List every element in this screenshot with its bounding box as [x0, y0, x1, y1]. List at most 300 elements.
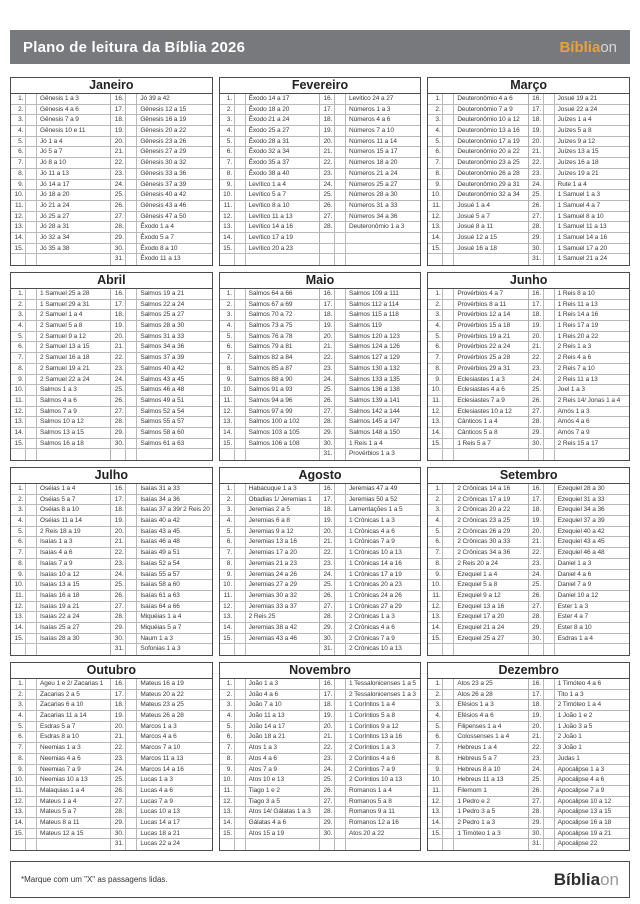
day-checkbox[interactable] — [26, 190, 37, 200]
day-checkbox[interactable] — [126, 428, 137, 438]
day-checkbox[interactable] — [126, 537, 137, 547]
day-checkbox[interactable] — [335, 169, 346, 179]
day-checkbox[interactable] — [544, 807, 555, 817]
day-checkbox[interactable] — [26, 147, 37, 157]
day-checkbox[interactable] — [335, 115, 346, 125]
day-checkbox[interactable] — [335, 527, 346, 537]
day-checkbox[interactable] — [443, 449, 454, 460]
day-checkbox[interactable] — [443, 797, 454, 807]
day-checkbox[interactable] — [544, 126, 555, 136]
day-checkbox[interactable] — [443, 722, 454, 732]
day-checkbox[interactable] — [443, 428, 454, 438]
day-checkbox[interactable] — [235, 180, 246, 190]
day-checkbox[interactable] — [235, 212, 246, 222]
day-checkbox[interactable] — [544, 484, 555, 494]
day-checkbox[interactable] — [544, 342, 555, 352]
day-checkbox[interactable] — [544, 644, 555, 655]
day-checkbox[interactable] — [335, 634, 346, 644]
day-checkbox[interactable] — [26, 105, 37, 115]
day-checkbox[interactable] — [335, 201, 346, 211]
day-checkbox[interactable] — [235, 818, 246, 828]
day-checkbox[interactable] — [235, 147, 246, 157]
day-checkbox[interactable] — [126, 690, 137, 700]
day-checkbox[interactable] — [235, 201, 246, 211]
day-checkbox[interactable] — [235, 602, 246, 612]
day-checkbox[interactable] — [443, 94, 454, 104]
day-checkbox[interactable] — [443, 126, 454, 136]
day-checkbox[interactable] — [26, 353, 37, 363]
day-checkbox[interactable] — [126, 775, 137, 785]
day-checkbox[interactable] — [235, 537, 246, 547]
day-checkbox[interactable] — [544, 591, 555, 601]
day-checkbox[interactable] — [443, 580, 454, 590]
day-checkbox[interactable] — [26, 700, 37, 710]
day-checkbox[interactable] — [126, 527, 137, 537]
day-checkbox[interactable] — [544, 537, 555, 547]
day-checkbox[interactable] — [235, 222, 246, 232]
day-checkbox[interactable] — [235, 679, 246, 689]
day-checkbox[interactable] — [26, 722, 37, 732]
day-checkbox[interactable] — [443, 190, 454, 200]
day-checkbox[interactable] — [235, 364, 246, 374]
day-checkbox[interactable] — [126, 126, 137, 136]
day-checkbox[interactable] — [26, 527, 37, 537]
day-checkbox[interactable] — [235, 428, 246, 438]
day-checkbox[interactable] — [335, 732, 346, 742]
day-checkbox[interactable] — [126, 495, 137, 505]
day-checkbox[interactable] — [126, 732, 137, 742]
day-checkbox[interactable] — [544, 332, 555, 342]
day-checkbox[interactable] — [235, 527, 246, 537]
day-checkbox[interactable] — [126, 439, 137, 449]
day-checkbox[interactable] — [126, 321, 137, 331]
day-checkbox[interactable] — [544, 679, 555, 689]
day-checkbox[interactable] — [544, 516, 555, 526]
day-checkbox[interactable] — [335, 754, 346, 764]
day-checkbox[interactable] — [443, 591, 454, 601]
day-checkbox[interactable] — [544, 754, 555, 764]
day-checkbox[interactable] — [335, 289, 346, 299]
day-checkbox[interactable] — [235, 289, 246, 299]
day-checkbox[interactable] — [126, 190, 137, 200]
day-checkbox[interactable] — [26, 449, 37, 460]
day-checkbox[interactable] — [544, 775, 555, 785]
day-checkbox[interactable] — [443, 634, 454, 644]
day-checkbox[interactable] — [335, 353, 346, 363]
day-checkbox[interactable] — [443, 233, 454, 243]
day-checkbox[interactable] — [544, 634, 555, 644]
day-checkbox[interactable] — [26, 180, 37, 190]
day-checkbox[interactable] — [26, 244, 37, 254]
day-checkbox[interactable] — [544, 222, 555, 232]
day-checkbox[interactable] — [335, 342, 346, 352]
day-checkbox[interactable] — [26, 591, 37, 601]
day-checkbox[interactable] — [235, 417, 246, 427]
day-checkbox[interactable] — [26, 115, 37, 125]
day-checkbox[interactable] — [335, 396, 346, 406]
day-checkbox[interactable] — [235, 516, 246, 526]
day-checkbox[interactable] — [544, 797, 555, 807]
day-checkbox[interactable] — [335, 495, 346, 505]
day-checkbox[interactable] — [544, 743, 555, 753]
day-checkbox[interactable] — [544, 115, 555, 125]
day-checkbox[interactable] — [126, 105, 137, 115]
day-checkbox[interactable] — [26, 711, 37, 721]
day-checkbox[interactable] — [335, 484, 346, 494]
day-checkbox[interactable] — [544, 711, 555, 721]
day-checkbox[interactable] — [126, 602, 137, 612]
day-checkbox[interactable] — [235, 115, 246, 125]
day-checkbox[interactable] — [335, 722, 346, 732]
day-checkbox[interactable] — [443, 527, 454, 537]
day-checkbox[interactable] — [26, 342, 37, 352]
day-checkbox[interactable] — [26, 158, 37, 168]
day-checkbox[interactable] — [235, 559, 246, 569]
day-checkbox[interactable] — [443, 169, 454, 179]
day-checkbox[interactable] — [126, 147, 137, 157]
day-checkbox[interactable] — [126, 743, 137, 753]
day-checkbox[interactable] — [335, 449, 346, 460]
day-checkbox[interactable] — [544, 722, 555, 732]
day-checkbox[interactable] — [26, 321, 37, 331]
day-checkbox[interactable] — [235, 342, 246, 352]
day-checkbox[interactable] — [335, 505, 346, 515]
day-checkbox[interactable] — [26, 516, 37, 526]
day-checkbox[interactable] — [26, 407, 37, 417]
day-checkbox[interactable] — [335, 765, 346, 775]
day-checkbox[interactable] — [26, 537, 37, 547]
day-checkbox[interactable] — [235, 623, 246, 633]
day-checkbox[interactable] — [126, 180, 137, 190]
day-checkbox[interactable] — [335, 679, 346, 689]
day-checkbox[interactable] — [544, 180, 555, 190]
day-checkbox[interactable] — [443, 829, 454, 839]
day-checkbox[interactable] — [126, 137, 137, 147]
day-checkbox[interactable] — [443, 244, 454, 254]
day-checkbox[interactable] — [335, 126, 346, 136]
day-checkbox[interactable] — [126, 839, 137, 850]
day-checkbox[interactable] — [544, 612, 555, 622]
day-checkbox[interactable] — [26, 634, 37, 644]
day-checkbox[interactable] — [26, 310, 37, 320]
day-checkbox[interactable] — [544, 94, 555, 104]
day-checkbox[interactable] — [235, 353, 246, 363]
day-checkbox[interactable] — [544, 201, 555, 211]
day-checkbox[interactable] — [443, 690, 454, 700]
day-checkbox[interactable] — [126, 169, 137, 179]
day-checkbox[interactable] — [26, 732, 37, 742]
day-checkbox[interactable] — [443, 137, 454, 147]
day-checkbox[interactable] — [235, 158, 246, 168]
day-checkbox[interactable] — [443, 332, 454, 342]
day-checkbox[interactable] — [335, 190, 346, 200]
day-checkbox[interactable] — [443, 679, 454, 689]
day-checkbox[interactable] — [235, 754, 246, 764]
day-checkbox[interactable] — [235, 732, 246, 742]
day-checkbox[interactable] — [26, 765, 37, 775]
day-checkbox[interactable] — [335, 570, 346, 580]
day-checkbox[interactable] — [443, 396, 454, 406]
day-checkbox[interactable] — [335, 537, 346, 547]
day-checkbox[interactable] — [335, 385, 346, 395]
day-checkbox[interactable] — [544, 428, 555, 438]
day-checkbox[interactable] — [126, 212, 137, 222]
day-checkbox[interactable] — [335, 690, 346, 700]
day-checkbox[interactable] — [126, 353, 137, 363]
day-checkbox[interactable] — [26, 679, 37, 689]
day-checkbox[interactable] — [126, 385, 137, 395]
day-checkbox[interactable] — [26, 289, 37, 299]
day-checkbox[interactable] — [126, 254, 137, 265]
day-checkbox[interactable] — [544, 495, 555, 505]
day-checkbox[interactable] — [235, 254, 246, 265]
day-checkbox[interactable] — [26, 137, 37, 147]
day-checkbox[interactable] — [26, 439, 37, 449]
day-checkbox[interactable] — [126, 818, 137, 828]
day-checkbox[interactable] — [126, 94, 137, 104]
day-checkbox[interactable] — [235, 829, 246, 839]
day-checkbox[interactable] — [443, 342, 454, 352]
day-checkbox[interactable] — [26, 222, 37, 232]
day-checkbox[interactable] — [26, 818, 37, 828]
day-checkbox[interactable] — [126, 375, 137, 385]
day-checkbox[interactable] — [235, 407, 246, 417]
day-checkbox[interactable] — [544, 289, 555, 299]
day-checkbox[interactable] — [335, 254, 346, 265]
day-checkbox[interactable] — [126, 829, 137, 839]
day-checkbox[interactable] — [335, 559, 346, 569]
day-checkbox[interactable] — [443, 289, 454, 299]
day-checkbox[interactable] — [26, 580, 37, 590]
day-checkbox[interactable] — [443, 516, 454, 526]
day-checkbox[interactable] — [443, 222, 454, 232]
day-checkbox[interactable] — [235, 711, 246, 721]
day-checkbox[interactable] — [26, 690, 37, 700]
day-checkbox[interactable] — [26, 559, 37, 569]
day-checkbox[interactable] — [126, 158, 137, 168]
day-checkbox[interactable] — [26, 364, 37, 374]
day-checkbox[interactable] — [26, 612, 37, 622]
day-checkbox[interactable] — [26, 829, 37, 839]
day-checkbox[interactable] — [26, 839, 37, 850]
day-checkbox[interactable] — [126, 310, 137, 320]
day-checkbox[interactable] — [26, 644, 37, 655]
day-checkbox[interactable] — [126, 797, 137, 807]
day-checkbox[interactable] — [26, 786, 37, 796]
day-checkbox[interactable] — [235, 644, 246, 655]
day-checkbox[interactable] — [126, 201, 137, 211]
day-checkbox[interactable] — [235, 722, 246, 732]
day-checkbox[interactable] — [443, 807, 454, 817]
day-checkbox[interactable] — [335, 417, 346, 427]
day-checkbox[interactable] — [443, 364, 454, 374]
day-checkbox[interactable] — [443, 385, 454, 395]
day-checkbox[interactable] — [235, 505, 246, 515]
day-checkbox[interactable] — [335, 158, 346, 168]
day-checkbox[interactable] — [235, 233, 246, 243]
day-checkbox[interactable] — [443, 439, 454, 449]
day-checkbox[interactable] — [544, 690, 555, 700]
day-checkbox[interactable] — [335, 591, 346, 601]
day-checkbox[interactable] — [544, 439, 555, 449]
day-checkbox[interactable] — [26, 623, 37, 633]
day-checkbox[interactable] — [235, 495, 246, 505]
day-checkbox[interactable] — [335, 300, 346, 310]
day-checkbox[interactable] — [235, 244, 246, 254]
day-checkbox[interactable] — [544, 137, 555, 147]
day-checkbox[interactable] — [26, 505, 37, 515]
day-checkbox[interactable] — [126, 765, 137, 775]
day-checkbox[interactable] — [126, 244, 137, 254]
day-checkbox[interactable] — [443, 786, 454, 796]
day-checkbox[interactable] — [443, 495, 454, 505]
day-checkbox[interactable] — [26, 484, 37, 494]
day-checkbox[interactable] — [443, 743, 454, 753]
day-checkbox[interactable] — [235, 105, 246, 115]
day-checkbox[interactable] — [443, 754, 454, 764]
day-checkbox[interactable] — [443, 321, 454, 331]
day-checkbox[interactable] — [335, 548, 346, 558]
day-checkbox[interactable] — [443, 407, 454, 417]
day-checkbox[interactable] — [443, 612, 454, 622]
day-checkbox[interactable] — [235, 765, 246, 775]
day-checkbox[interactable] — [126, 407, 137, 417]
day-checkbox[interactable] — [235, 807, 246, 817]
day-checkbox[interactable] — [335, 147, 346, 157]
day-checkbox[interactable] — [544, 321, 555, 331]
day-checkbox[interactable] — [335, 375, 346, 385]
day-checkbox[interactable] — [544, 364, 555, 374]
day-checkbox[interactable] — [235, 332, 246, 342]
day-checkbox[interactable] — [126, 559, 137, 569]
day-checkbox[interactable] — [235, 449, 246, 460]
day-checkbox[interactable] — [126, 623, 137, 633]
day-checkbox[interactable] — [335, 244, 346, 254]
day-checkbox[interactable] — [335, 233, 346, 243]
day-checkbox[interactable] — [335, 439, 346, 449]
day-checkbox[interactable] — [335, 829, 346, 839]
day-checkbox[interactable] — [126, 289, 137, 299]
day-checkbox[interactable] — [126, 722, 137, 732]
day-checkbox[interactable] — [335, 807, 346, 817]
day-checkbox[interactable] — [26, 602, 37, 612]
day-checkbox[interactable] — [443, 484, 454, 494]
day-checkbox[interactable] — [235, 126, 246, 136]
day-checkbox[interactable] — [544, 527, 555, 537]
day-checkbox[interactable] — [443, 505, 454, 515]
day-checkbox[interactable] — [443, 711, 454, 721]
day-checkbox[interactable] — [126, 807, 137, 817]
day-checkbox[interactable] — [544, 765, 555, 775]
day-checkbox[interactable] — [235, 375, 246, 385]
day-checkbox[interactable] — [126, 396, 137, 406]
day-checkbox[interactable] — [544, 449, 555, 460]
day-checkbox[interactable] — [126, 711, 137, 721]
day-checkbox[interactable] — [235, 775, 246, 785]
day-checkbox[interactable] — [26, 807, 37, 817]
day-checkbox[interactable] — [544, 147, 555, 157]
day-checkbox[interactable] — [235, 321, 246, 331]
day-checkbox[interactable] — [235, 786, 246, 796]
day-checkbox[interactable] — [544, 385, 555, 395]
day-checkbox[interactable] — [544, 190, 555, 200]
day-checkbox[interactable] — [235, 743, 246, 753]
day-checkbox[interactable] — [26, 300, 37, 310]
day-checkbox[interactable] — [544, 548, 555, 558]
day-checkbox[interactable] — [126, 516, 137, 526]
day-checkbox[interactable] — [235, 169, 246, 179]
day-checkbox[interactable] — [335, 180, 346, 190]
day-checkbox[interactable] — [335, 797, 346, 807]
day-checkbox[interactable] — [235, 797, 246, 807]
day-checkbox[interactable] — [335, 516, 346, 526]
day-checkbox[interactable] — [544, 353, 555, 363]
day-checkbox[interactable] — [335, 212, 346, 222]
day-checkbox[interactable] — [544, 700, 555, 710]
day-checkbox[interactable] — [126, 634, 137, 644]
day-checkbox[interactable] — [544, 417, 555, 427]
day-checkbox[interactable] — [443, 417, 454, 427]
day-checkbox[interactable] — [335, 222, 346, 232]
day-checkbox[interactable] — [26, 169, 37, 179]
day-checkbox[interactable] — [126, 505, 137, 515]
day-checkbox[interactable] — [235, 700, 246, 710]
day-checkbox[interactable] — [443, 212, 454, 222]
day-checkbox[interactable] — [443, 254, 454, 265]
day-checkbox[interactable] — [443, 310, 454, 320]
day-checkbox[interactable] — [335, 700, 346, 710]
day-checkbox[interactable] — [235, 839, 246, 850]
day-checkbox[interactable] — [544, 254, 555, 265]
day-checkbox[interactable] — [126, 417, 137, 427]
day-checkbox[interactable] — [26, 495, 37, 505]
day-checkbox[interactable] — [26, 396, 37, 406]
day-checkbox[interactable] — [544, 233, 555, 243]
day-checkbox[interactable] — [443, 623, 454, 633]
day-checkbox[interactable] — [443, 570, 454, 580]
day-checkbox[interactable] — [335, 818, 346, 828]
day-checkbox[interactable] — [544, 786, 555, 796]
day-checkbox[interactable] — [335, 644, 346, 655]
day-checkbox[interactable] — [544, 839, 555, 850]
day-checkbox[interactable] — [126, 700, 137, 710]
day-checkbox[interactable] — [235, 190, 246, 200]
day-checkbox[interactable] — [126, 786, 137, 796]
day-checkbox[interactable] — [26, 254, 37, 265]
day-checkbox[interactable] — [335, 612, 346, 622]
day-checkbox[interactable] — [335, 839, 346, 850]
day-checkbox[interactable] — [126, 222, 137, 232]
day-checkbox[interactable] — [26, 548, 37, 558]
day-checkbox[interactable] — [544, 570, 555, 580]
day-checkbox[interactable] — [335, 711, 346, 721]
day-checkbox[interactable] — [443, 548, 454, 558]
day-checkbox[interactable] — [26, 94, 37, 104]
day-checkbox[interactable] — [235, 310, 246, 320]
day-checkbox[interactable] — [544, 559, 555, 569]
day-checkbox[interactable] — [443, 765, 454, 775]
day-checkbox[interactable] — [544, 818, 555, 828]
day-checkbox[interactable] — [126, 484, 137, 494]
day-checkbox[interactable] — [335, 105, 346, 115]
day-checkbox[interactable] — [235, 548, 246, 558]
day-checkbox[interactable] — [126, 548, 137, 558]
day-checkbox[interactable] — [443, 602, 454, 612]
day-checkbox[interactable] — [26, 417, 37, 427]
day-checkbox[interactable] — [235, 634, 246, 644]
day-checkbox[interactable] — [544, 169, 555, 179]
day-checkbox[interactable] — [235, 439, 246, 449]
